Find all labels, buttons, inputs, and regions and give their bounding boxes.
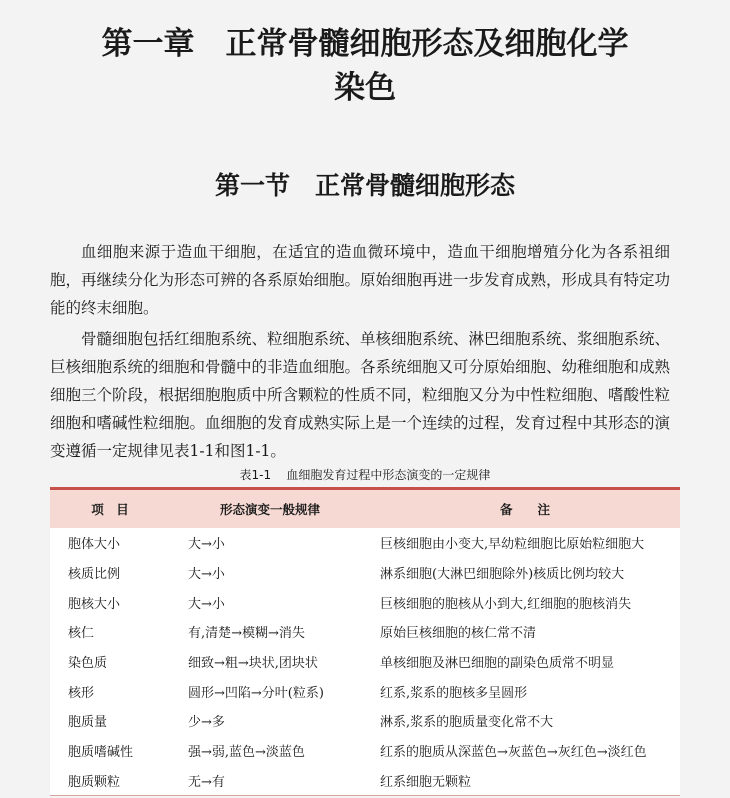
table-row bbox=[50, 706, 680, 736]
cell-rule: 有,清楚→模糊→消失 bbox=[188, 626, 305, 642]
cell-rule: 细致→粗→块状,团块状 bbox=[188, 656, 318, 672]
cell-rule: 圆形→凹陷→分叶(粒系) bbox=[188, 685, 324, 701]
cell-note: 淋系细胞(大淋巴细胞除外)核质比例均较大 bbox=[380, 567, 625, 583]
cell-rule: 大→小 bbox=[188, 537, 225, 553]
table-caption-label: 表1-1 bbox=[239, 468, 272, 482]
cell-rule: 大→小 bbox=[188, 567, 225, 583]
cell-item: 核形 bbox=[68, 685, 95, 701]
cell-note: 红系的胞质从深蓝色→灰蓝色→灰红色→淡红色 bbox=[380, 745, 647, 761]
chapter-title bbox=[0, 22, 730, 110]
cell-note: 巨核细胞由小变大,早幼粒细胞比原始粒细胞大 bbox=[380, 537, 645, 553]
cell-item: 胞核大小 bbox=[68, 596, 121, 612]
table-row bbox=[50, 587, 680, 617]
table-row bbox=[50, 647, 680, 677]
cell-item: 核质比例 bbox=[68, 567, 121, 583]
cell-note: 原始巨核细胞的核仁常不清 bbox=[380, 626, 537, 642]
morphology-table bbox=[50, 487, 680, 796]
table-row bbox=[50, 558, 680, 588]
cell-note: 单核细胞及淋巴细胞的副染色质常不明显 bbox=[380, 656, 615, 672]
cell-rule: 强→弱,蓝色→淡蓝色 bbox=[188, 745, 305, 761]
table-header-row bbox=[50, 490, 680, 528]
table-row bbox=[50, 528, 680, 558]
table-row bbox=[50, 766, 680, 796]
header-rule: 形态演变一般规律 bbox=[170, 490, 370, 528]
cell-rule: 大→小 bbox=[188, 596, 225, 612]
paragraph-1: 血细胞来源于造血干细胞，在适宜的造血微环境中，造血干细胞增殖分化为各系祖细胞，再继续分化为形态可辨的各系原始细胞。原始细胞再进一步发育成熟，形成具有特定功能的终末细胞。 bbox=[50, 243, 671, 317]
cell-item: 染色质 bbox=[68, 656, 108, 672]
table-caption bbox=[0, 466, 730, 484]
table-row bbox=[50, 676, 680, 706]
cell-item: 胞质颗粒 bbox=[68, 774, 121, 790]
cell-note: 巨核细胞的胞核从小到大,红细胞的胞核消失 bbox=[380, 596, 632, 612]
section-title: 第一节 正常骨髓细胞形态 bbox=[214, 171, 515, 200]
table-caption-text: 血细胞发育过程中形态演变的一定规律 bbox=[286, 468, 491, 482]
cell-rule: 无→有 bbox=[188, 774, 225, 790]
chapter-title-line1: 第一章 正常骨髓细胞形态及细胞化学 bbox=[101, 26, 629, 62]
cell-item: 胞体大小 bbox=[68, 537, 121, 553]
header-item: 项 目 bbox=[50, 490, 170, 528]
header-note: 备 注 bbox=[370, 490, 680, 528]
cell-item: 胞质量 bbox=[68, 715, 108, 731]
cell-note: 红系,浆系的胞核多呈圆形 bbox=[380, 685, 528, 701]
table-row bbox=[50, 736, 680, 766]
cell-rule: 少→多 bbox=[188, 715, 225, 731]
paragraph-2: 骨髓细胞包括红细胞系统、粒细胞系统、单核细胞系统、淋巴细胞系统、浆细胞系统、巨核细胞系统的细胞和骨髓中的非造血细胞。各系统细胞又可分原始细胞、幼稚细胞和成熟细胞三个阶段，根据细胞胞质中所含颗粒的性质不同，粒细胞又分为中性粒细胞、嗜酸性粒细胞和嗜碱性粒细胞。血细胞的发育成熟实际上是一个连续的过程，发育过程中其形态的演变遵循一定规律见表1-1和图1-1。 bbox=[50, 330, 671, 460]
cell-item: 胞质嗜碱性 bbox=[68, 745, 134, 761]
cell-note: 淋系,浆系的胞质量变化常不大 bbox=[380, 715, 554, 731]
cell-item: 核仁 bbox=[68, 626, 95, 642]
chapter-title-line2: 染色 bbox=[334, 70, 396, 106]
cell-note: 红系细胞无颗粒 bbox=[380, 774, 472, 790]
table-row bbox=[50, 617, 680, 647]
